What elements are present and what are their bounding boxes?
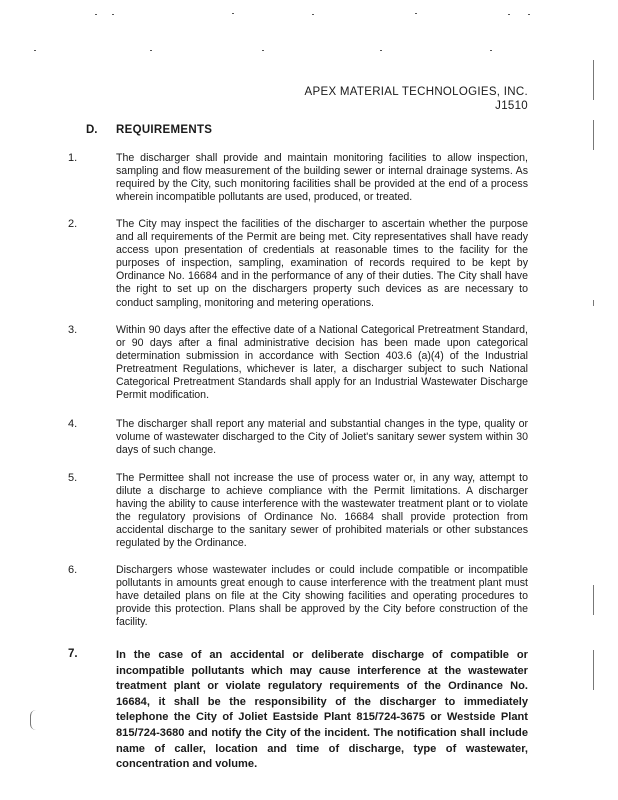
scan-edge-mark bbox=[593, 585, 594, 615]
item-number: 5. bbox=[68, 472, 78, 484]
scan-edge-mark bbox=[593, 300, 594, 306]
item-text: The discharger shall provide and maintain monitoring facilities to allow inspection, sampling and flow measurement of the building sewer or internal drainage systems. As required by the City, such monitoring facilities shall be provided at the end of a process wherein incompatible pollutants are used, produced, or treated. bbox=[116, 152, 528, 204]
item-number: 1. bbox=[68, 152, 78, 164]
document-code: J1510 bbox=[495, 100, 528, 112]
scan-speck bbox=[95, 14, 97, 15]
item-number: 6. bbox=[68, 564, 78, 576]
scan-speck bbox=[528, 14, 530, 15]
item-number: 4. bbox=[68, 418, 78, 430]
company-name: APEX MATERIAL TECHNOLOGIES, INC. bbox=[304, 86, 528, 98]
margin-bracket-mark bbox=[30, 710, 41, 730]
scan-speck bbox=[262, 50, 264, 51]
scan-speck bbox=[312, 14, 314, 15]
item-number: 7. bbox=[68, 648, 78, 660]
scan-speck bbox=[508, 14, 510, 15]
item-text: The City may inspect the facilities of the discharger to ascertain whether the purpose and all requirements of the Permit are being met. City representatives shall have ready access upon presentation of credentials at reasonable times to the facility for the purposes of inspection, sampling, examination of records required to be kept by Ordinance No. 16684 and in the performance of any of their duties. The City shall have the right to set up on the dischargers property such devices as are necessary to conduct sampling, monitoring and metering operations. bbox=[116, 218, 528, 309]
item-number: 3. bbox=[68, 324, 78, 336]
scan-speck bbox=[490, 50, 492, 51]
item-text: In the case of an accidental or deliberate discharge of compatible or incompatible pollutants which may cause interference at the wastewater treatment plant or violate regulatory requirements of the Ordinance No. 16684, it shall be the responsibility of the discharger to immediately telephone the City of Joliet Eastside Plant 815/724-3675 or Westside Plant 815/724-3680 and notify the City of the incident. The notification shall include name of caller, location and time of discharge, type of wastewater, concentration and volume. bbox=[116, 649, 528, 771]
scan-speck bbox=[232, 13, 234, 14]
item-text: The Permittee shall not increase the use of process water or, in any way, attempt to dilute a discharge to achieve compliance with the Permit limitations. A discharger having the ability to cause interference with the wastewater treatment plant or to violate the regulatory provisions of Ordinance No. 16684 shall provide protection from accidental discharge to the sanitary sewer of prohibited materials or other substances regulated by the Ordinance. bbox=[116, 472, 528, 550]
item-text: Within 90 days after the effective date of a National Categorical Pretreatment Standard, or 90 days after a final administrative decision has been made upon categorical determination submission in accordance with Section 403.6 (a)(4) of the Industrial Pretreatment Regulations, whichever is later, a discharger subject to such National Categorical Pretreatment Standards shall apply for an Industrial Wastewater Discharge Permit modification. bbox=[116, 324, 528, 402]
scan-edge-mark bbox=[593, 60, 594, 100]
scan-speck bbox=[415, 13, 417, 14]
scan-speck bbox=[380, 50, 382, 51]
section-letter: D. bbox=[86, 124, 98, 136]
scan-speck bbox=[112, 14, 114, 15]
scan-speck bbox=[34, 50, 36, 51]
scan-speck bbox=[150, 50, 152, 51]
scan-edge-mark bbox=[593, 120, 594, 150]
item-text: Dischargers whose wastewater includes or could include compatible or incompatible pollutants in amounts great enough to cause interference with the treatment plant must have detailed plans on file at the City showing facilities and operating procedures to provide this protection. Plans shall be approved by the City before construction of the facility. bbox=[116, 564, 528, 629]
section-title: REQUIREMENTS bbox=[116, 124, 213, 136]
scan-edge-mark bbox=[593, 650, 594, 690]
item-text: The discharger shall report any material and substantial changes in the type, quality or volume of wastewater discharged to the City of Joliet's sanitary sewer system within 30 days of such change. bbox=[116, 418, 528, 457]
item-number: 2. bbox=[68, 218, 78, 230]
